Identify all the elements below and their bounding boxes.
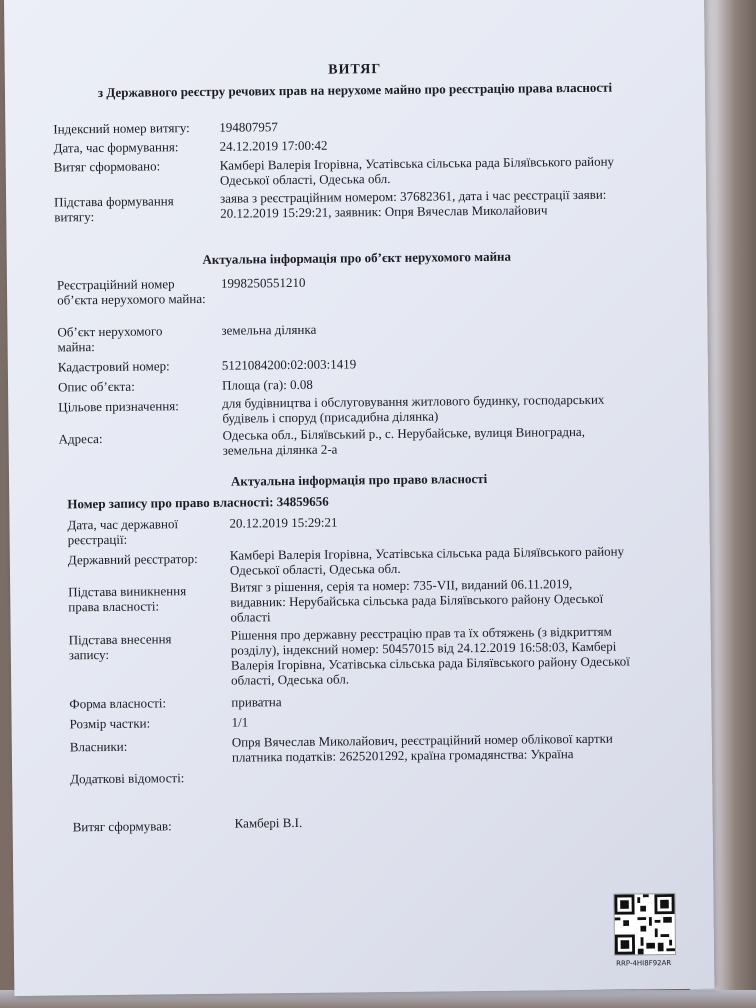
ownership-form-value: приватна — [231, 694, 282, 710]
additional-info-label: Додаткові відомості: — [70, 770, 185, 787]
document-page — [4, 0, 714, 996]
extract-datetime-label: Дата, час формування: — [53, 139, 179, 156]
address-value: Одеська обл., Біляївський р., с. Нерубайське, вулиця Виноградна, земельна ділянка 2-а — [222, 423, 585, 458]
object-description-label: Опис об’єкта: — [57, 378, 135, 395]
ownership-basis-label: Підстава виникнення права власності: — [68, 583, 187, 615]
formed-by-value: Камбері В.І. — [234, 814, 303, 831]
ownership-form-label: Форма власності: — [69, 695, 167, 712]
ownership-basis-value: Витяг з рішення, серія та номер: 735-VII, виданий 06.11.2019, видавник: Нерубайська сільська рада Біляївського району Одеської області — [230, 576, 604, 625]
owners-label: Власники: — [69, 738, 128, 755]
formed-by-label: Витяг сформував: — [72, 818, 172, 835]
address-label: Адреса: — [58, 430, 103, 447]
object-reg-number-value: 1998250551210 — [220, 274, 306, 291]
extract-basis-label: Підстава формування витягу: — [54, 193, 174, 225]
extract-index-label: Індексний номер витягу: — [53, 120, 190, 137]
cadastral-number-label: Кадастровий номер: — [57, 358, 170, 375]
object-description-value: Площа (га): 0.08 — [221, 376, 313, 393]
object-reg-number-label: Реєстраційний номер об’єкта нерухомого майна: — [56, 276, 206, 308]
share-size-value: 1/1 — [231, 714, 249, 730]
record-basis-label: Підстава внесення запису: — [68, 631, 172, 663]
registration-date-label: Дата, час державної реєстрації: — [67, 516, 179, 548]
object-section-title: Актуальна інформація про об’єкт нерухомого майна — [202, 248, 512, 267]
purpose-value: для будівництва і обслуговування житлового будинку, господарських будівель і споруд (присадибна ділянка) — [222, 391, 605, 426]
extract-index-value: 194807957 — [219, 119, 278, 135]
registrar-value: Камбері Валерія Ігорівна, Усатівська сільська рада Біляївського району Одеської області, Одеська обл. — [229, 543, 625, 578]
owners-value: Опря Вячеслав Миколайович, реєстраційний номер облікової картки платника податків: 2625201292, країна громадянства: Україна — [231, 730, 613, 765]
extract-formed-label: Витяг сформовано: — [53, 158, 161, 175]
share-size-label: Розмір частки: — [69, 715, 151, 732]
qr-code-caption: RRP-4HI8F92AR — [616, 959, 672, 968]
document-title: ВИТЯГ — [328, 62, 382, 78]
cadastral-number-value: 5121084200:02:003:1419 — [221, 356, 357, 373]
purpose-label: Цільове призначення: — [58, 398, 179, 415]
object-type-label: Об’єкт нерухомого майна: — [57, 323, 163, 355]
extract-basis-value: заява з реєстраційним номером: 37682361, дата і час реєстрації заяви: 20.12.2019 15:29:21, заявник: Опря Вячеслав Миколайович — [220, 186, 607, 221]
document-subtitle: з Державного реєстру речових прав на нерухоме майно про реєстрацію права власності — [97, 79, 613, 101]
registration-date-value: 20.12.2019 15:29:21 — [229, 514, 338, 531]
object-type-value: земельна ділянка — [221, 321, 317, 338]
qr-code-icon — [613, 893, 676, 956]
record-basis-value: Рішення про державну реєстрацію прав та їх обтяжень (з відкриттям розділу), індексний номер: 50457015 від 24.12.2019 16:58:03, Камбері Валерія Ігорівна, Усатівська сільська рада Біляївського району Одеської області, Одеська обл. — [230, 623, 630, 688]
additional-info-value — [232, 765, 672, 770]
ownership-section-title: Актуальна інформація про право власності — [230, 470, 488, 489]
extract-formed-value: Камбері Валерія Ігорівна, Усатівська сільська рада Біляївського району Одеської області, Одеська обл. — [219, 153, 615, 188]
extract-datetime-value: 24.12.2019 17:00:42 — [219, 137, 328, 154]
ownership-record-number: Номер запису про право власності: 34859656 — [67, 493, 329, 512]
registrar-label: Державний реєстратор: — [67, 551, 198, 568]
